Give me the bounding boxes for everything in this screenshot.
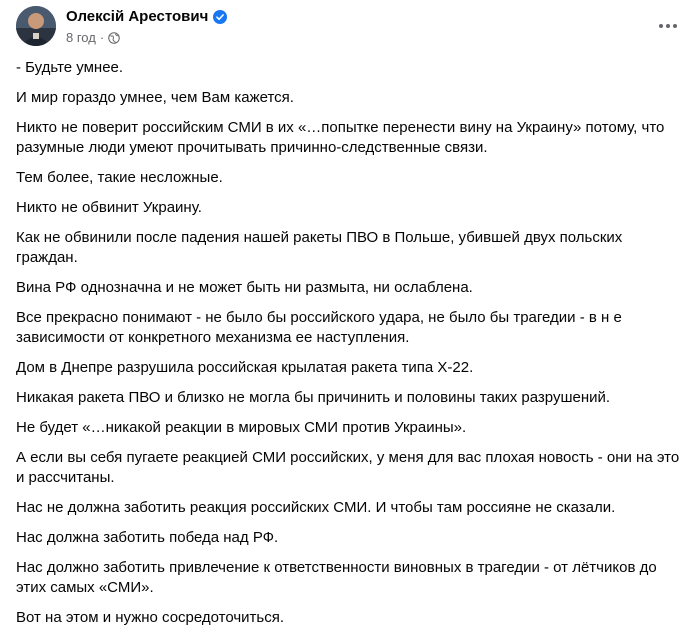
post-paragraph: Никакая ракета ПВО и близко не могла бы причинить и половины таких разрушений. xyxy=(16,389,611,406)
post-paragraph: Как не обвинили после падения нашей ракеты ПВО в Польше, убившей двух польских граждан. xyxy=(16,229,623,266)
post-timestamp[interactable]: 8 год xyxy=(66,30,96,45)
author-name-text: Олексій Арестович xyxy=(66,8,209,25)
post-paragraph: Нас не должна заботить реакция российских СМИ. И чтобы там россияне не сказали. xyxy=(16,499,616,516)
post-paragraph: Тем более, такие несложные. xyxy=(16,169,223,186)
post-meta xyxy=(66,30,120,45)
post-paragraph: Вот на этом и нужно сосредоточиться. xyxy=(16,609,285,626)
post-paragraph: Никто не обвинит Украину. xyxy=(16,199,202,216)
more-dot xyxy=(659,24,663,28)
post-paragraph: Дом в Днепре разрушила российская крылатая ракета типа Х-22. xyxy=(16,359,474,376)
post-paragraph: Никто не поверит российским СМИ в их «…попытке перенести вину на Украину» потому, что разумные люди умеют прочитывать причинно-следственные связи. xyxy=(16,119,665,156)
post-paragraph: А если вы себя пугаете реакцией СМИ российских, у меня для вас плохая новость - они на это и рассчитаны. xyxy=(16,449,680,486)
verified-badge-icon xyxy=(213,10,227,24)
globe-icon[interactable] xyxy=(108,32,120,44)
more-options-button[interactable] xyxy=(652,10,684,42)
avatar-image xyxy=(16,6,56,46)
post-paragraph: Нас должно заботить привлечение к ответственности виновных в трагедии - от лётчиков до этих самых «СМИ». xyxy=(16,559,657,596)
post-paragraph: Нас должна заботить победа над РФ. xyxy=(16,529,279,546)
more-dot xyxy=(673,24,677,28)
more-dot xyxy=(666,24,670,28)
author-name[interactable] xyxy=(66,8,227,25)
post-paragraph: Не будет «…никакой реакции в мировых СМИ против Украины». xyxy=(16,419,467,436)
post-paragraph: - Будьте умнее. xyxy=(16,59,124,76)
post-paragraph: И мир гораздо умнее, чем Вам кажется. xyxy=(16,89,294,106)
post-paragraph: Все прекрасно понимают - не было бы российского удара, не было бы трагедии - в н е зависимости от конкретного механизма ее наступления. xyxy=(16,309,622,346)
post-header xyxy=(16,6,684,50)
meta-separator: · xyxy=(99,30,105,45)
post-text xyxy=(16,58,684,638)
author-avatar[interactable] xyxy=(16,6,56,46)
post-paragraph: Вина РФ однозначна и не может быть ни размыта, ни ослаблена. xyxy=(16,279,473,296)
